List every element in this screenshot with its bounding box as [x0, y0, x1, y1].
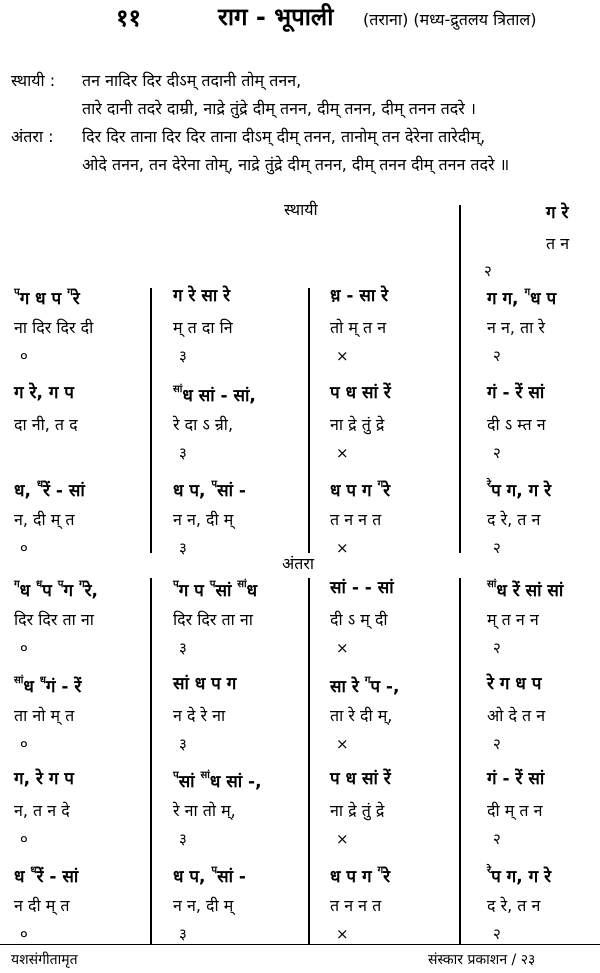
raga-title: राग - भूपाली [218, 3, 334, 31]
bol-cell: रे ना तो म्, [173, 801, 236, 820]
taali-mark: २ [493, 347, 501, 365]
swara-text: ध सां - सां, [182, 386, 256, 406]
swara-text: गं - रें सां [487, 383, 545, 403]
swara-cell [173, 580, 257, 600]
taali-mark: × [336, 639, 349, 657]
kan-swara: रे [487, 865, 492, 876]
bol-cell: ना द्रे तुं द्रे [330, 801, 385, 820]
page-number: ११ [116, 4, 141, 32]
kan-swara: सां [200, 770, 210, 781]
taali-mark: ३ [179, 639, 187, 657]
swara-text: ध [19, 581, 37, 601]
kan-swara: ग [78, 579, 85, 590]
bol-cell: ना दिर दिर दी [14, 318, 94, 337]
kan-swara: ध [30, 865, 37, 876]
swara-text: ध प, [173, 481, 212, 501]
kan-swara: प [211, 865, 218, 876]
taali-mark: ० [20, 539, 28, 557]
taali-mark: × [336, 539, 349, 557]
kan-swara: ध [36, 579, 43, 590]
swara-text: ग रे सा रे [173, 286, 231, 306]
taali-mark: २ [493, 830, 501, 848]
bol-cell: म् त न न [487, 610, 539, 629]
swara-cell [330, 866, 390, 886]
bol-cell: दा नी, त द [14, 415, 78, 434]
sthayi-line-2: तारे दानी तदरे दाम्री, नाद्रे तुंद्रे दीम् तनन, दीम् तनन, दीम् तनन तदरे । [82, 99, 476, 118]
swara-cell [330, 480, 390, 500]
kan-swara: प [211, 479, 218, 490]
taali-mark: ३ [179, 539, 187, 557]
swara-cell [14, 580, 98, 600]
bol-cell: तो म् त न [330, 318, 387, 337]
swara-text: रे, [84, 581, 98, 601]
bol-cell: न दी म् त [14, 896, 70, 915]
kan-swara: ग [524, 287, 531, 298]
swara-text: प ग, ग रे [491, 867, 552, 887]
bol-cell: न न, दी म् [173, 896, 234, 915]
sthayi-label: स्थायी : [11, 71, 56, 90]
swara-text: प ध सां रें [330, 383, 391, 403]
bol-cell: त न न त [330, 896, 382, 915]
vibhag-divider [308, 578, 310, 945]
bol-cell: रे दा ऽ न्री, [173, 415, 234, 434]
kan-swara: प [14, 287, 20, 298]
vibhag-divider [150, 578, 152, 945]
taali-mark: × [336, 735, 349, 753]
bol-cell: दिर दिर ता ना [14, 610, 94, 629]
antara-line-1: दिर दिर ताना दिर दिर ताना दीऽम् दीम् तनन, तानोम् तन देरेना तारेदीम्, [82, 127, 486, 146]
swara-cell [173, 771, 262, 791]
taali-mark: ० [20, 639, 28, 657]
swara-text: ध प [530, 289, 557, 309]
taal-info: (तराना) (मध्य-द्रुतलय त्रिताल) [363, 10, 537, 29]
taali-mark: × [336, 347, 349, 365]
swara-text: ग रे, ग प [14, 383, 74, 403]
swara-text: ध रें सां सां [496, 581, 564, 601]
swara-text: ग, रे ग प [14, 769, 74, 789]
taali-mark: २ [493, 639, 501, 657]
kan-swara: प [173, 579, 179, 590]
swara-text: ध [23, 677, 40, 697]
swara-text: ध [246, 581, 258, 601]
taali-mark: ३ [179, 830, 187, 848]
bol-cell: त न न त [330, 510, 382, 529]
swara-text: ध सां -, [209, 772, 262, 792]
swara-text: ध प ग [330, 867, 378, 887]
kan-swara: सां [237, 579, 247, 590]
swara-text: ध, [14, 481, 37, 501]
swara-cell [14, 771, 74, 788]
swara-cell [330, 580, 394, 597]
antara-label: अंतरा : [11, 127, 54, 146]
swara-text: सां [215, 581, 238, 601]
bol-cell: दी म् त न [487, 801, 543, 820]
taali-mark: २ [493, 444, 501, 462]
swara-text: सां - [217, 481, 246, 501]
bol-cell: ओ दे त न [487, 706, 546, 725]
swara-cell [14, 866, 78, 886]
swara-cell [487, 771, 544, 788]
swara-cell [14, 676, 81, 696]
sthayi-heading: स्थायी [284, 200, 318, 219]
swara-cell [487, 866, 551, 886]
swara-cell [330, 288, 388, 305]
taali-mark: ३ [179, 735, 187, 753]
bol-cell: ता रे दी म्, [330, 706, 393, 725]
publisher-page: संस्कार प्रकाशन / २३ [428, 952, 536, 968]
kan-swara: सां [14, 675, 24, 686]
swara-text: रे [383, 867, 391, 887]
swara-text: रे ग ध प [487, 674, 542, 694]
swara-text: प [42, 581, 58, 601]
vibhag-divider [150, 288, 152, 553]
swara-cell [487, 480, 551, 500]
swara-cell [173, 385, 256, 405]
book-title: यशसंगीतामृत [11, 952, 78, 968]
bol-cell: न, दी म् त [14, 510, 75, 529]
vibhag-divider [308, 288, 310, 553]
swara-text: प -, [370, 677, 400, 697]
kan-swara: ग [364, 675, 371, 686]
swara-cell [330, 385, 391, 402]
swara-text: ध प, [173, 867, 212, 887]
swara-text: सा रे [330, 677, 365, 697]
kan-swara: ध [39, 675, 46, 686]
swara-text: प ध सां रें [330, 769, 391, 789]
swara-text: ग ग, [487, 289, 525, 309]
bol-cell: द रे, त न [487, 896, 541, 915]
vibhag-divider [459, 578, 461, 945]
swara-text: ग ध प [19, 289, 68, 309]
swara-text: सां - - सां [330, 578, 394, 598]
bol-cell: न न, दी म् [173, 510, 234, 529]
taali-mark: ३ [179, 444, 187, 462]
bol-cell: म् त दा नि [173, 318, 233, 337]
kan-swara: ग [67, 287, 73, 298]
swara-text: गं - रें [45, 677, 82, 697]
bol-cell: ना द्रे तुं द्रे [330, 415, 385, 434]
intro-bol: त न [546, 234, 570, 253]
swara-text: ध प ग [330, 481, 378, 501]
swara-text: सां - [217, 867, 246, 887]
sthayi-line-1: तन नादिर दिर दीऽम् तदानी तोम् तनन, [82, 71, 302, 90]
taali-mark: ० [20, 830, 28, 848]
kan-swara: ग [377, 865, 384, 876]
bol-cell: द रे, त न [487, 510, 541, 529]
antara-heading: अंतरा [282, 554, 315, 573]
kan-swara: सां [173, 384, 183, 395]
taali-mark: ३ [179, 347, 187, 365]
swara-cell [173, 480, 246, 500]
taali-mark: २ [493, 735, 501, 753]
swara-cell [14, 385, 74, 402]
intro-swara: ग रे [546, 203, 569, 223]
kan-swara: प [173, 770, 179, 781]
swara-cell [487, 288, 556, 308]
swara-cell [14, 480, 85, 500]
bol-cell: दी ऽ म्त न [487, 415, 546, 434]
swara-cell [487, 580, 563, 600]
swara-text: ध [14, 867, 31, 887]
swara-text: ध़ - सा रे [330, 286, 389, 306]
swara-cell [330, 676, 399, 696]
swara-cell [173, 676, 236, 693]
kan-swara: ग [377, 479, 384, 490]
intro-taali: २ [484, 262, 492, 280]
vibhag-divider [459, 205, 461, 553]
taali-mark: × [336, 444, 349, 462]
kan-swara: सां [487, 579, 497, 590]
taali-mark: ० [20, 925, 28, 943]
swara-cell [14, 288, 80, 308]
swara-cell [487, 676, 541, 693]
swara-text: ग प [178, 581, 210, 601]
taali-mark: ० [20, 735, 28, 753]
bol-cell: दी ऽ म् दी [330, 610, 388, 629]
swara-text: रे [72, 289, 80, 309]
swara-text: प ग, ग रे [491, 481, 552, 501]
antara-line-2: ओदे तनन, तन देरेना तोम्, नाद्रे तुंद्रे दीम् तनन, दीम् तनन दीम् तनन तदरे ॥ [82, 155, 510, 174]
swara-text: ग [63, 581, 79, 601]
swara-text: सां [178, 772, 201, 792]
taali-mark: × [336, 925, 349, 943]
taali-mark: २ [493, 539, 501, 557]
swara-text: सां ध प ग [173, 674, 237, 694]
swara-cell [173, 866, 246, 886]
kan-swara: ग [14, 579, 20, 590]
kan-swara: प [57, 579, 64, 590]
taali-mark: २ [493, 925, 501, 943]
bol-cell: न, त न दे [14, 801, 70, 820]
bol-cell: न दे रे ना [173, 706, 226, 725]
taali-mark: ३ [179, 925, 187, 943]
swara-text: रें - सां [43, 481, 85, 501]
kan-swara: ध [36, 479, 43, 490]
swara-text: गं - रें सां [487, 769, 545, 789]
swara-cell [330, 771, 391, 788]
bol-cell: न न, ता रे [487, 318, 545, 337]
taali-mark: ० [20, 347, 28, 365]
kan-swara: रे [487, 479, 492, 490]
title-row [0, 0, 600, 44]
swara-text: रें - सां [36, 867, 79, 887]
kan-swara: प [209, 579, 216, 590]
footer-divider [0, 944, 600, 945]
swara-cell [487, 385, 544, 402]
bol-cell: ता नो म् त [14, 706, 75, 725]
bol-cell: दिर दिर ता ना [173, 610, 253, 629]
taali-mark: × [336, 830, 349, 848]
swara-cell [173, 288, 230, 305]
swara-text: रे [383, 481, 391, 501]
